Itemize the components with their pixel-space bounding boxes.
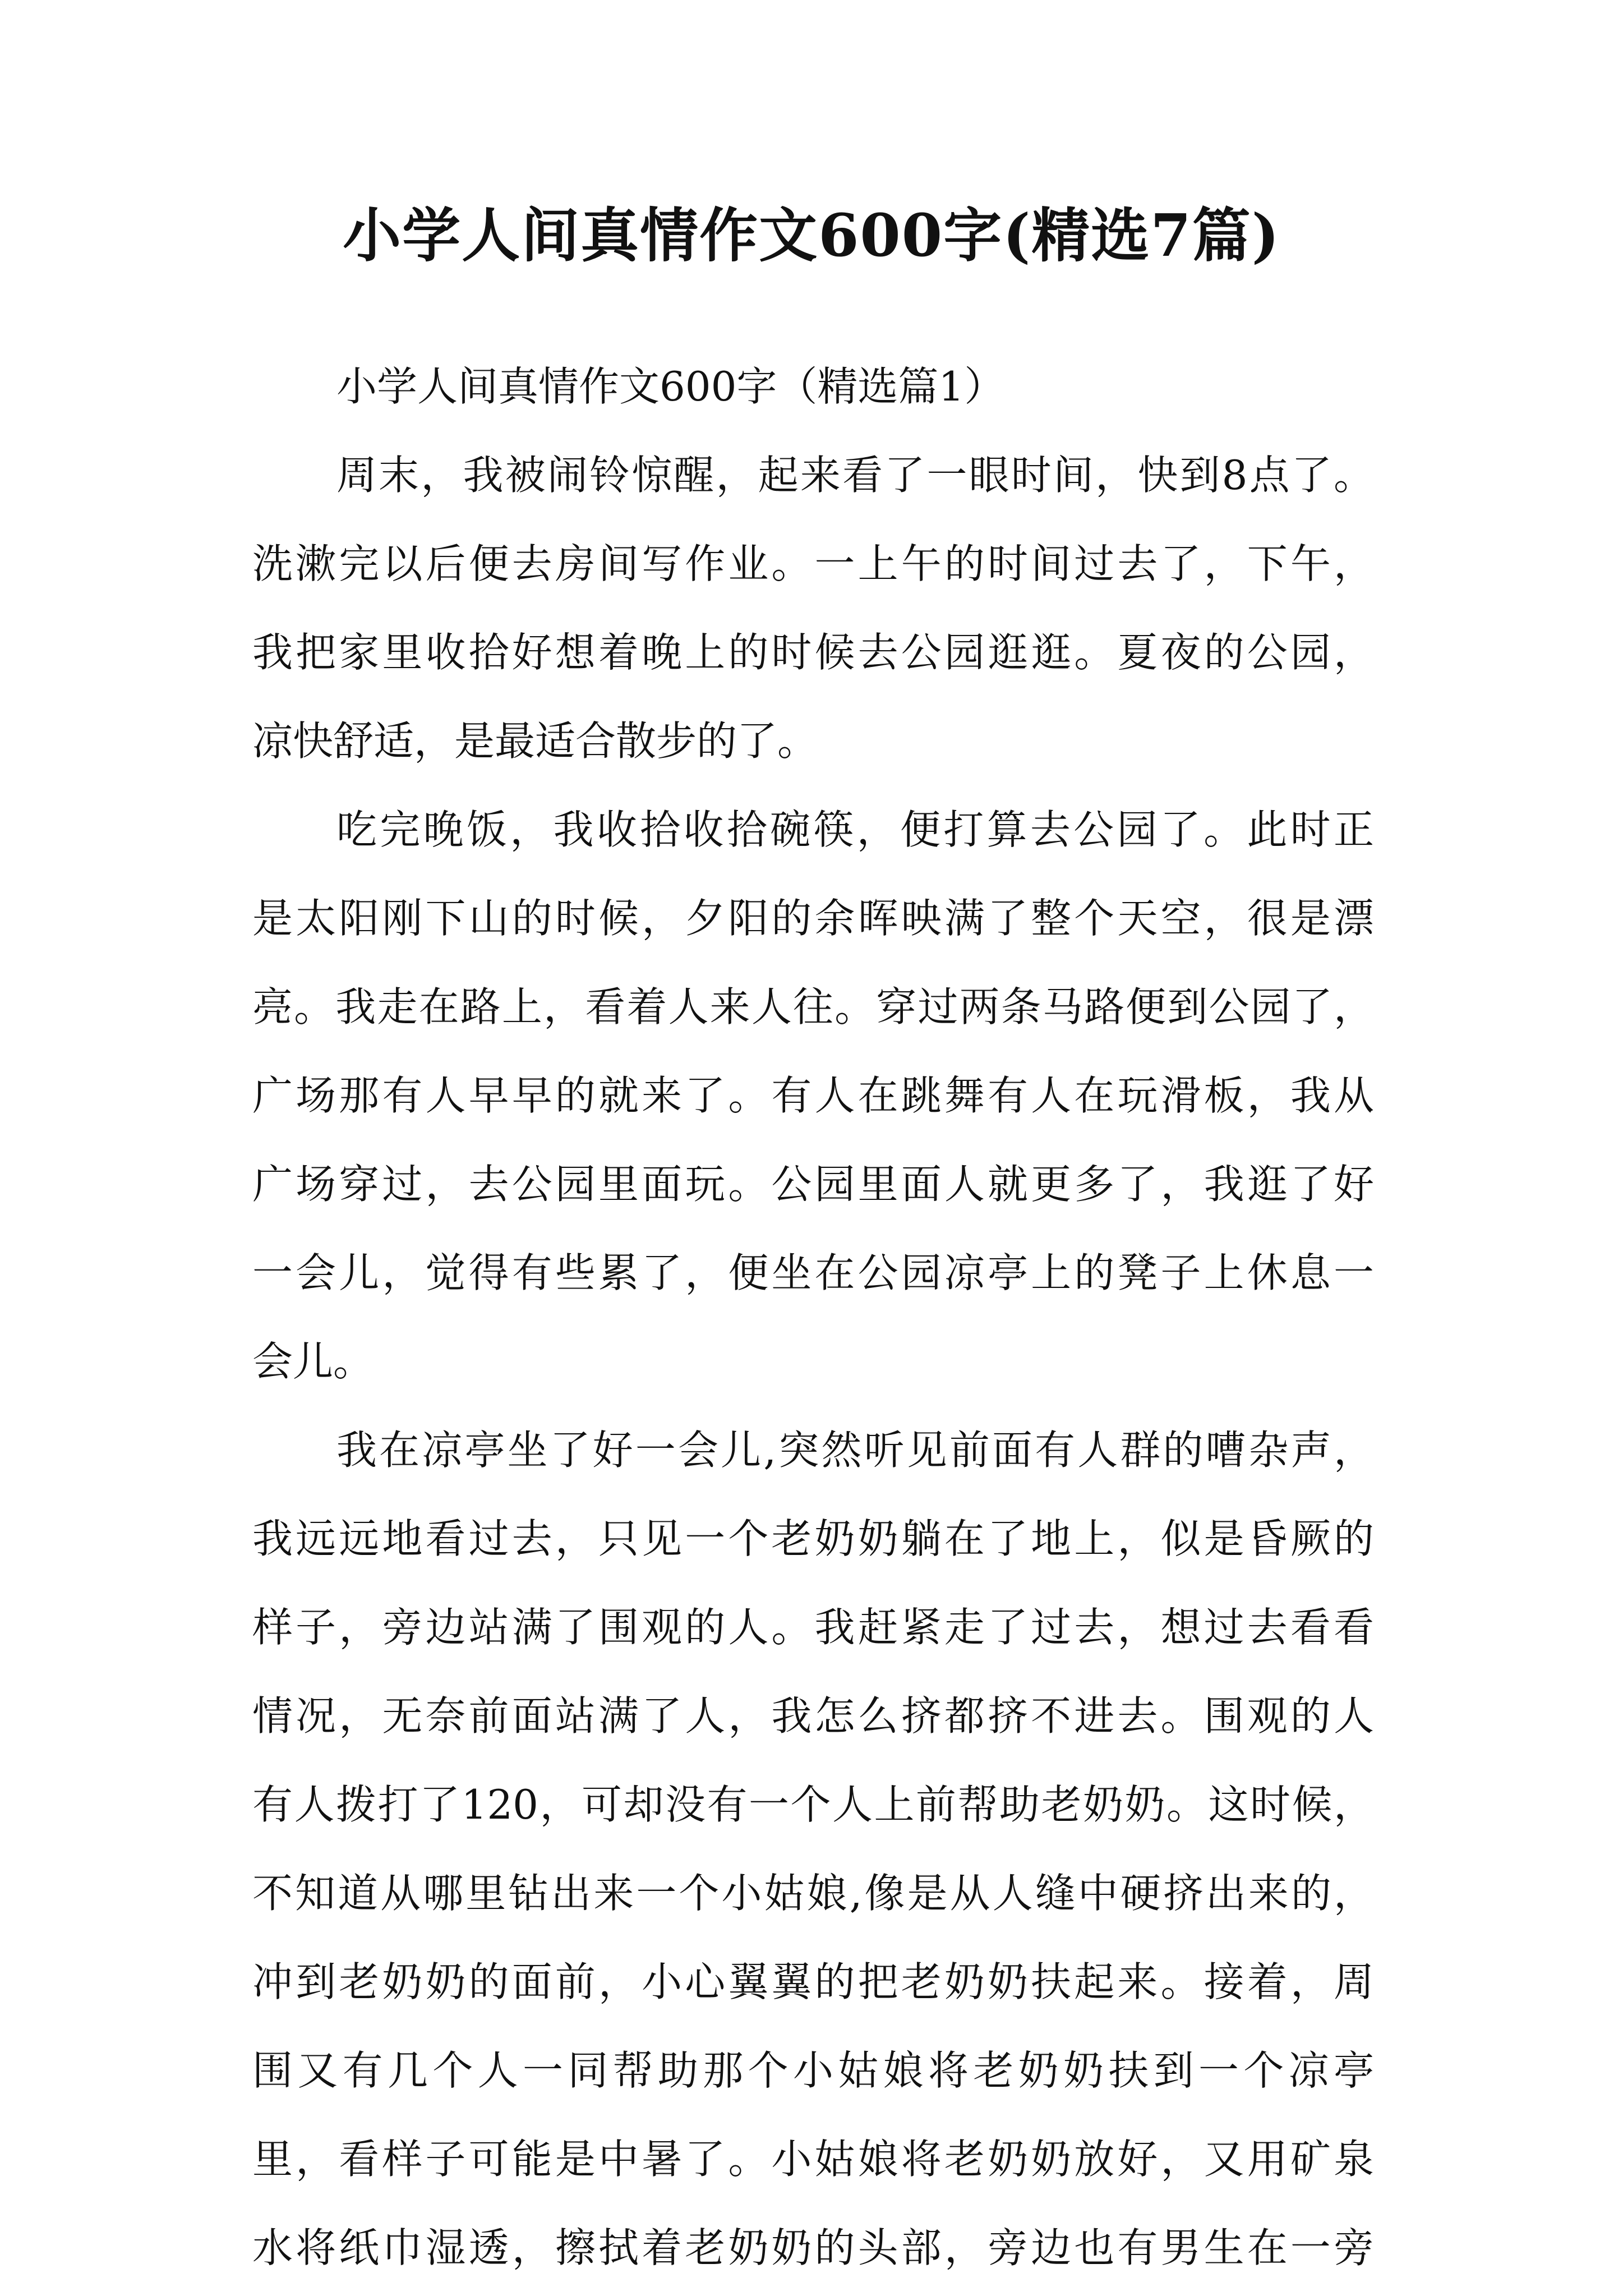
paragraph-line: 一会儿，觉得有些累了，便坐在公园凉亭上的凳子上休息一 <box>252 1249 1374 1296</box>
paragraph-line: 会儿。 <box>252 1338 374 1385</box>
paragraph-line: 我把家里收拾好想着晚上的时候去公园逛逛。夏夜的公园， <box>252 629 1374 676</box>
section-heading <box>252 342 1374 431</box>
section-heading-text: 小学人间真情作文600字（精选篇1） <box>336 363 1005 410</box>
paragraph-line: 冲到老奶奶的面前，小心翼翼的把老奶奶扶起来。接着，周 <box>252 1958 1374 2005</box>
paragraph-line: 我在凉亭坐了好一会儿,突然听见前面有人群的嘈杂声， <box>336 1427 1374 1474</box>
paragraph-2 <box>252 785 1374 1406</box>
paragraph-line: 情况，无奈前面站满了人，我怎么挤都挤不进去。围观的人 <box>252 1692 1374 1740</box>
paragraph-1 <box>252 431 1374 785</box>
paragraph-line: 围又有几个人一同帮助那个小姑娘将老奶奶扶到一个凉亭 <box>252 2047 1374 2094</box>
paragraph-line: 我远远地看过去，只见一个老奶奶躺在了地上，似是昏厥的 <box>252 1515 1374 1562</box>
paragraph-line: 水将纸巾湿透，擦拭着老奶奶的头部，旁边也有男生在一旁 <box>252 2224 1374 2271</box>
paragraph-line: 不知道从哪里钻出来一个小姑娘,像是从人缝中硬挤出来的， <box>252 1870 1374 1917</box>
document-body <box>252 342 1374 2292</box>
paragraph-line: 洗漱完以后便去房间写作业。一上午的时间过去了，下午， <box>252 540 1374 587</box>
paragraph-line: 里，看样子可能是中暑了。小姑娘将老奶奶放好，又用矿泉 <box>252 2136 1374 2183</box>
paragraph-line: 亮。我走在路上，看着人来人往。穿过两条马路便到公园了， <box>252 983 1374 1030</box>
paragraph-line: 吃完晚饭，我收拾收拾碗筷，便打算去公园了。此时正 <box>336 806 1374 853</box>
paragraph-line: 样子，旁边站满了围观的人。我赶紧走了过去，想过去看看 <box>252 1604 1374 1651</box>
paragraph-line: 有人拨打了120，可却没有一个人上前帮助老奶奶。这时候， <box>252 1781 1374 1828</box>
document-title: 小学人间真情作文600字(精选7篇) <box>343 201 1280 270</box>
paragraph-line: 是太阳刚下山的时候，夕阳的余晖映满了整个天空，很是漂 <box>252 895 1374 942</box>
paragraph-line: 周末，我被闹铃惊醒，起来看了一眼时间，快到8点了。 <box>336 452 1374 499</box>
paragraph-3 <box>252 1406 1374 2292</box>
paragraph-line: 凉快舒适，是最适合散步的了。 <box>252 717 818 765</box>
paragraph-line: 广场穿过，去公园里面玩。公园里面人就更多了，我逛了好 <box>252 1161 1374 1208</box>
paragraph-line: 广场那有人早早的就来了。有人在跳舞有人在玩滑板，我从 <box>252 1072 1374 1119</box>
